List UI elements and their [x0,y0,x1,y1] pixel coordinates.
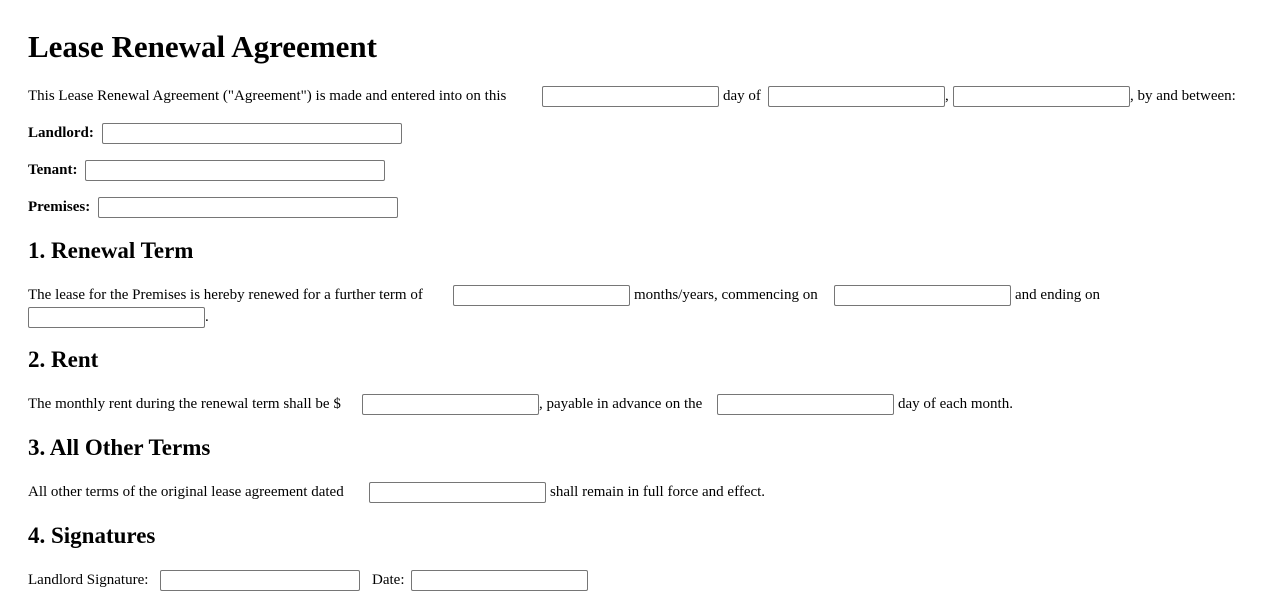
landlord-label: Landlord: [28,125,94,141]
agreement-day-input[interactable] [542,86,719,107]
premises-input[interactable] [98,197,398,218]
intro-text: This Lease Renewal Agreement ("Agreement") is made and entered into on this [28,88,507,104]
other-terms-text: All other terms of the original lease agreement dated [28,484,344,500]
renewal-text: The lease for the Premises is hereby renewed for a further term of [28,287,423,303]
full-force-text: shall remain in full force and effect. [550,484,766,500]
signatures-heading: 4. Signatures [28,523,156,548]
period-text: . [205,309,209,325]
original-lease-date-input[interactable] [369,482,546,503]
renewal-term-input[interactable] [453,285,630,306]
rent-amount-input[interactable] [362,394,539,415]
ending-date-input[interactable] [28,307,205,328]
landlord-input[interactable] [102,123,402,144]
each-month-text: day of each month. [898,396,1013,412]
comma-text: , [945,88,949,104]
payable-text: , payable in advance on the [539,396,703,412]
agreement-year-input[interactable] [953,86,1130,107]
signature-date-label: Date: [372,572,405,588]
page-title: Lease Renewal Agreement [28,29,377,64]
ending-on-text: and ending on [1015,287,1100,303]
renewal-term-heading: 1. Renewal Term [28,238,194,263]
commencing-text: months/years, commencing on [634,287,818,303]
rent-heading: 2. Rent [28,347,99,372]
rent-due-day-input[interactable] [717,394,894,415]
tenant-label: Tenant: [28,162,78,178]
premises-label: Premises: [28,199,91,215]
day-of-text: day of [723,88,761,104]
agreement-month-input[interactable] [768,86,945,107]
landlord-signature-input[interactable] [160,570,360,591]
rent-text: The monthly rent during the renewal term shall be $ [28,396,341,412]
commencing-date-input[interactable] [834,285,1011,306]
landlord-signature-label: Landlord Signature: [28,572,149,588]
by-and-between-text: , by and between: [1130,88,1236,104]
tenant-input[interactable] [85,160,385,181]
signature-date-input[interactable] [411,570,588,591]
other-terms-heading: 3. All Other Terms [28,435,211,460]
